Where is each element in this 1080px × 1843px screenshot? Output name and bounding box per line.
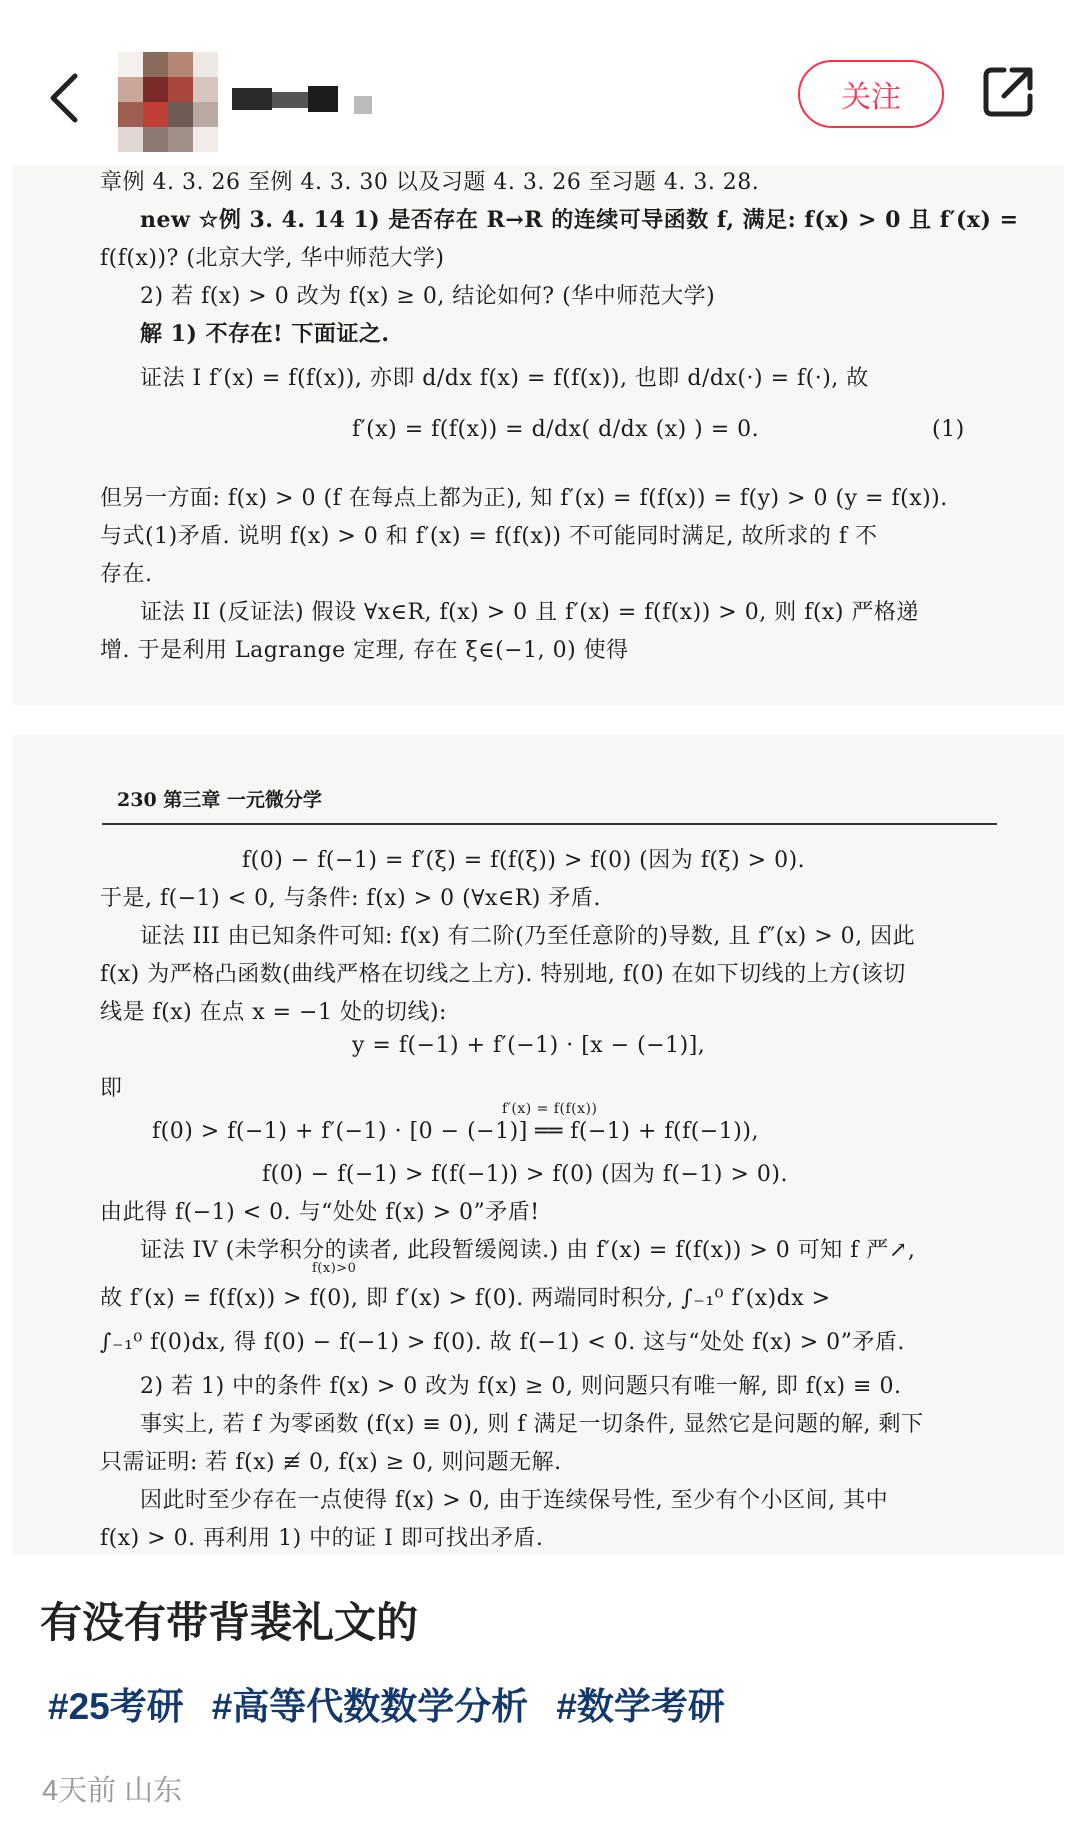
scan-line: 但另一方面: f(x) > 0 (f 在每点上都为正), 知 f′(x) = f(f(x)) = f(y) > 0 (y = f(x)). bbox=[100, 486, 948, 511]
scan-line: 存在. bbox=[100, 562, 153, 587]
scan-line: 证法 I f′(x) = f(f(x)), 亦即 d/dx f(x) = f(f(x)), 也即 d/dx(·) = f(·), 故 bbox=[140, 366, 869, 391]
equation-annotation: f′(x) = f(f(x)) bbox=[502, 1101, 598, 1117]
equation-annotation: f(x)>0 bbox=[312, 1261, 357, 1276]
scan-equation: f(0) > f(−1) + f′(−1) · [0 − (−1)] ══ f(−1) + f(f(−1)), bbox=[152, 1119, 759, 1144]
textbook-scan-page-1[interactable] bbox=[12, 165, 1064, 705]
scan-line: 增. 于是利用 Lagrange 定理, 存在 ξ∈(−1, 0) 使得 bbox=[100, 638, 629, 663]
post-caption: 有没有带背裴礼文的 bbox=[40, 1599, 419, 1646]
scan-line: 解 1) 不存在! 下面证之. bbox=[140, 321, 390, 347]
scan-line: 线是 f(x) 在点 x = −1 处的切线): bbox=[100, 1000, 447, 1025]
follow-button[interactable]: 关注 bbox=[798, 60, 944, 128]
header-rule bbox=[102, 823, 997, 825]
scan-line: 2) 若 f(x) > 0 改为 f(x) ≥ 0, 结论如何? (华中师范大学) bbox=[140, 284, 716, 309]
back-button[interactable] bbox=[28, 58, 98, 138]
scan-line: 故 f′(x) = f(f(x)) > f(0), 即 f′(x) > f(0). 两端同时积分, ∫₋₁⁰ f′(x)dx > bbox=[100, 1286, 831, 1311]
chevron-left-icon bbox=[43, 70, 83, 126]
scan-line: 与式(1)矛盾. 说明 f(x) > 0 和 f′(x) = f(f(x)) 不可能同时满足, 故所求的 f 不 bbox=[100, 524, 878, 549]
scan-line: 由此得 f(−1) < 0. 与“处处 f(x) > 0”矛盾! bbox=[100, 1200, 540, 1225]
scan-equation: y = f(−1) + f′(−1) · [x − (−1)], bbox=[352, 1033, 706, 1058]
equation-number: (1) bbox=[932, 417, 965, 442]
username-blurred[interactable] bbox=[232, 82, 392, 122]
scan-line: 证法 IV (未学积分的读者, 此段暂缓阅读.) 由 f′(x) = f(f(x)) > 0 可知 f 严↗, bbox=[140, 1238, 916, 1263]
hashtag-list bbox=[48, 1676, 725, 1730]
scan-line: 2) 若 1) 中的条件 f(x) > 0 改为 f(x) ≥ 0, 则问题只有唯一解, 即 f(x) ≡ 0. bbox=[140, 1374, 902, 1399]
scan-line: 证法 III 由已知条件可知: f(x) 有二阶(乃至任意阶的)导数, 且 f″(x) > 0, 因此 bbox=[140, 924, 916, 949]
scan-line: 即 bbox=[100, 1076, 123, 1101]
hashtag[interactable]: #数学考研 bbox=[556, 1686, 725, 1727]
scan-page-header: 230 第三章 一元微分学 bbox=[117, 789, 322, 811]
hashtag[interactable]: #25考研 bbox=[48, 1686, 184, 1727]
hashtag[interactable]: #高等代数数学分析 bbox=[211, 1686, 529, 1727]
top-bar bbox=[0, 0, 1080, 175]
scan-line: 证法 II (反证法) 假设 ∀x∈R, f(x) > 0 且 f′(x) = f(f(x)) > 0, 则 f(x) 严格递 bbox=[140, 600, 919, 625]
scan-line: 因此时至少存在一点使得 f(x) > 0, 由于连续保号性, 至少有个小区间, 其中 bbox=[140, 1488, 889, 1513]
scan-line: f(x) > 0. 再利用 1) 中的证 I 即可找出矛盾. bbox=[100, 1526, 544, 1551]
share-icon[interactable] bbox=[978, 62, 1038, 122]
scan-equation: f(0) − f(−1) = f′(ξ) = f(f(ξ)) > f(0) (因为 f(ξ) > 0). bbox=[242, 848, 806, 873]
scan-line: 于是, f(−1) < 0, 与条件: f(x) > 0 (∀x∈R) 矛盾. bbox=[100, 886, 601, 911]
scan-line: f(x) 为严格凸函数(曲线严格在切线之上方). 特别地, f(0) 在如下切线的上方(该切 bbox=[100, 962, 906, 987]
textbook-scan-page-2[interactable] bbox=[12, 735, 1064, 1555]
scan-line: new ☆例 3. 4. 14 1) 是否存在 R→R 的连续可导函数 f, 满足: f(x) > 0 且 f′(x) = bbox=[140, 207, 1019, 233]
scan-line: 事实上, 若 f 为零函数 (f(x) ≡ 0), 则 f 满足一切条件, 显然它是问题的解, 剩下 bbox=[140, 1412, 924, 1437]
scan-line: f(f(x))? (北京大学, 华中师范大学) bbox=[100, 246, 445, 271]
avatar[interactable] bbox=[118, 52, 218, 152]
post-meta: 4天前 山东 bbox=[42, 1775, 183, 1807]
scan-line: ∫₋₁⁰ f(0)dx, 得 f(0) − f(−1) > f(0). 故 f(−1) < 0. 这与“处处 f(x) > 0”矛盾. bbox=[100, 1330, 905, 1355]
scan-line: 章例 4. 3. 26 至例 4. 3. 30 以及习题 4. 3. 26 至习题 4. 3. 28. bbox=[100, 170, 760, 195]
scan-equation: f′(x) = f(f(x)) = d/dx( d/dx (x) ) = 0. bbox=[352, 417, 760, 442]
scan-line: 只需证明: 若 f(x) ≢ 0, f(x) ≥ 0, 则问题无解. bbox=[100, 1450, 562, 1475]
scan-equation: f(0) − f(−1) > f(f(−1)) > f(0) (因为 f(−1) > 0). bbox=[262, 1162, 788, 1187]
